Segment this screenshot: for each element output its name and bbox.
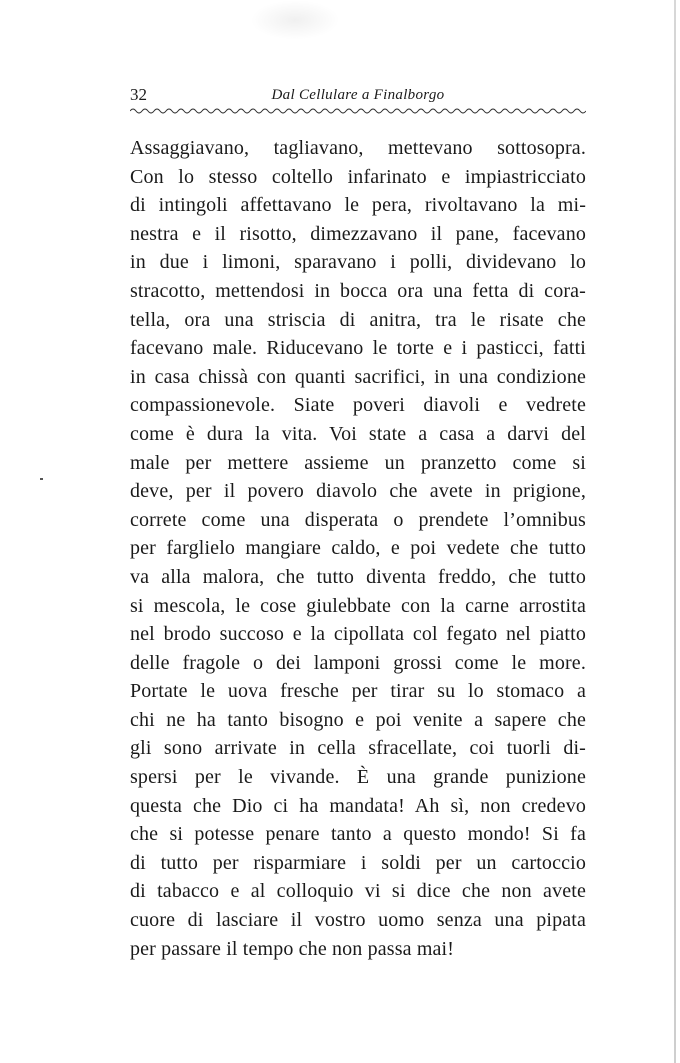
wavy-header-rule bbox=[130, 106, 586, 116]
text-line: di tabacco e al colloquio vi si dice che non avete bbox=[130, 880, 586, 903]
text-line: di tutto per risparmiare i soldi per un cartoccio bbox=[130, 851, 586, 874]
running-title: Dal Cellulare a Finalborgo bbox=[271, 87, 445, 103]
text-line: va alla malora, che tutto diventa freddo, che tutto bbox=[130, 565, 586, 588]
page-edge-shadow bbox=[674, 0, 676, 1063]
text-line: spersi per le vivande. È una grande punizione bbox=[130, 766, 586, 789]
margin-speck bbox=[40, 478, 43, 480]
text-line: deve, per il povero diavolo che avete in prigione, bbox=[130, 480, 586, 503]
text-line: delle fragole o dei lamponi grossi come le more. bbox=[130, 651, 586, 674]
page-header bbox=[130, 84, 586, 108]
text-line: per farglielo mangiare caldo, e poi vedete che tutto bbox=[130, 537, 586, 560]
text-line: compassionevole. Siate poveri diavoli e vedrete bbox=[130, 394, 586, 417]
text-line: gli sono arrivate in cella sfracellate, coi tuorli di- bbox=[130, 737, 586, 760]
text-line: in due i limoni, sparavano i polli, dividevano lo bbox=[130, 251, 586, 274]
text-line: di intingoli affettavano le pera, rivoltavano la mi- bbox=[130, 194, 586, 217]
text-line: Portate le uova fresche per tirar su lo stomaco a bbox=[130, 680, 586, 703]
text-line: tella, ora una striscia di anitra, tra le risate che bbox=[130, 308, 586, 331]
body-paragraph bbox=[130, 134, 586, 963]
text-line: cuore di lasciare il vostro uomo senza una pipata bbox=[130, 909, 586, 932]
text-line: Con lo stesso coltello infarinato e impiastricciato bbox=[130, 165, 586, 188]
text-line: come è dura la vita. Voi state a casa a darvi del bbox=[130, 422, 586, 445]
scan-smudge bbox=[250, 0, 340, 40]
page-number: 32 bbox=[130, 85, 147, 104]
text-line: questa che Dio ci ha mandata! Ah sì, non credevo bbox=[130, 794, 586, 817]
text-line: stracotto, mettendosi in bocca ora una fetta di cora- bbox=[130, 279, 586, 302]
text-line: male per mettere assieme un pranzetto come si bbox=[130, 451, 586, 474]
text-line: Assaggiavano, tagliavano, mettevano sottosopra. bbox=[130, 137, 586, 159]
text-line: correte come una disperata o prendete l’omnibus bbox=[130, 508, 586, 531]
text-line: nestra e il risotto, dimezzavano il pane, facevano bbox=[130, 222, 586, 245]
text-line: facevano male. Riducevano le torte e i pasticci, fatti bbox=[130, 337, 586, 360]
text-line: chi ne ha tanto bisogno e poi venite a sapere che bbox=[130, 708, 586, 731]
text-line: nel brodo succoso e la cipollata col fegato nel piatto bbox=[130, 623, 586, 646]
text-line: per passare il tempo che non passa mai! bbox=[130, 937, 455, 960]
text-line: si mescola, le cose giulebbate con la carne arrostita bbox=[130, 594, 586, 617]
text-line: che si potesse penare tanto a questo mondo! Si fa bbox=[130, 823, 586, 846]
text-line: in casa chissà con quanti sacrifici, in una condizione bbox=[130, 365, 586, 388]
